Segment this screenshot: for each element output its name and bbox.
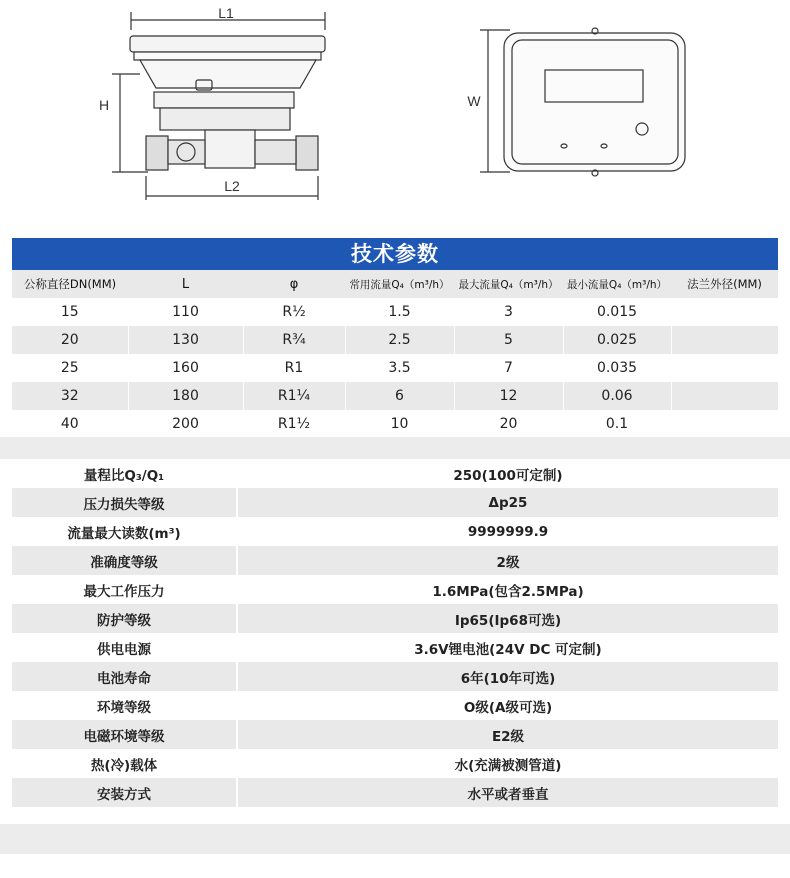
table-row	[12, 382, 778, 410]
param-label: 热(冷)载体	[12, 749, 237, 778]
param-label: 量程比Q₃/Q₁	[12, 459, 237, 488]
cell-phi: R¾	[243, 326, 345, 354]
cell-phi: R½	[243, 298, 345, 326]
cell-flange	[671, 382, 778, 410]
header-max-flow: 最大流量Q₄（m³/h）	[454, 270, 563, 298]
cell-phi: R1¼	[243, 382, 345, 410]
param-row	[12, 720, 778, 749]
cell-common-flow: 1.5	[345, 298, 454, 326]
cell-max-flow: 7	[454, 354, 563, 382]
cell-max-flow: 20	[454, 410, 563, 438]
cell-l: 200	[128, 410, 243, 438]
header-flange: 法兰外径(MM)	[671, 270, 778, 298]
cell-min-flow: 0.1	[563, 410, 671, 438]
cell-dn: 20	[12, 326, 128, 354]
param-value: 3.6V锂电池(24V DC 可定制)	[414, 641, 602, 658]
param-value: Δp25	[237, 488, 778, 517]
param-row	[12, 633, 778, 662]
cell-l: 110	[128, 298, 243, 326]
cell-flange	[671, 354, 778, 382]
dimension-h: H	[98, 97, 110, 113]
cell-phi: R1½	[243, 410, 345, 438]
param-value: 水平或者垂直	[237, 778, 778, 807]
cell-dn: 32	[12, 382, 128, 410]
cell-flange	[671, 326, 778, 354]
dimension-w: W	[467, 93, 481, 109]
param-row	[12, 778, 778, 807]
param-row	[12, 691, 778, 720]
table-row	[12, 298, 778, 326]
param-value: 9999999.9	[467, 523, 549, 540]
cell-flange	[671, 298, 778, 326]
divider-band	[0, 437, 790, 459]
header-dn: 公称直径DN(MM)	[12, 270, 128, 298]
param-label: 电池寿命	[12, 662, 237, 691]
header-l: L	[128, 270, 243, 298]
param-value: 水(充满被测管道)	[454, 757, 562, 774]
param-label: 安装方式	[12, 778, 237, 807]
header-phi: φ	[243, 270, 345, 298]
top-view-drawing	[480, 28, 685, 176]
param-row	[12, 488, 778, 517]
param-label: 电磁环境等级	[12, 720, 237, 749]
table-title: 技术参数	[12, 238, 778, 270]
cell-min-flow: 0.015	[563, 298, 671, 326]
cell-max-flow: 5	[454, 326, 563, 354]
cell-l: 180	[128, 382, 243, 410]
cell-dn: 15	[60, 304, 79, 320]
param-value: Ip65(Ip68可选)	[237, 604, 778, 633]
table-row	[12, 326, 778, 354]
dimension-l2: L2	[224, 178, 240, 194]
spec-table	[12, 270, 778, 438]
param-row	[12, 604, 778, 633]
cell-phi: R1	[243, 354, 345, 382]
header-min-flow: 最小流量Q₄（m³/h）	[563, 270, 671, 298]
dimension-l1: L1	[218, 5, 234, 21]
param-value: E2级	[237, 720, 778, 749]
param-label: 最大工作压力	[12, 575, 237, 604]
param-label: 准确度等级	[12, 546, 237, 575]
param-row	[12, 575, 778, 604]
cell-dn: 25	[60, 360, 79, 376]
cell-min-flow: 0.06	[563, 382, 671, 410]
cell-common-flow: 10	[345, 410, 454, 438]
table-row	[12, 354, 778, 382]
spec-header-row	[12, 270, 778, 298]
cell-l: 160	[128, 354, 243, 382]
param-value: 1.6MPa(包含2.5MPa)	[432, 583, 584, 600]
cell-common-flow: 2.5	[345, 326, 454, 354]
cell-l: 130	[128, 326, 243, 354]
param-label: 流量最大读数(m³)	[12, 517, 237, 546]
param-value: 6年(10年可选)	[237, 662, 778, 691]
cell-common-flow: 6	[345, 382, 454, 410]
cell-max-flow: 3	[454, 298, 563, 326]
param-row	[12, 459, 778, 488]
header-common-flow: 常用流量Q₄（m³/h）	[345, 270, 454, 298]
meter-drawings	[0, 0, 790, 236]
cell-min-flow: 0.025	[563, 326, 671, 354]
side-view-drawing	[112, 12, 325, 200]
table-row	[12, 410, 778, 438]
param-row	[12, 546, 778, 575]
params-table	[12, 459, 778, 807]
param-value: 250(100可定制)	[453, 467, 563, 484]
cell-common-flow: 3.5	[345, 354, 454, 382]
param-row	[12, 749, 778, 778]
param-value: O级(A级可选)	[463, 699, 553, 716]
cell-flange	[671, 410, 778, 438]
cell-max-flow: 12	[454, 382, 563, 410]
param-label: 供电电源	[12, 633, 237, 662]
footer-band	[0, 824, 790, 854]
param-value: 2级	[237, 546, 778, 575]
cell-min-flow: 0.035	[563, 354, 671, 382]
param-row	[12, 517, 778, 546]
cell-dn: 40	[60, 416, 79, 432]
param-label: 压力损失等级	[12, 488, 237, 517]
param-label: 防护等级	[12, 604, 237, 633]
param-row	[12, 662, 778, 691]
param-label: 环境等级	[12, 691, 237, 720]
